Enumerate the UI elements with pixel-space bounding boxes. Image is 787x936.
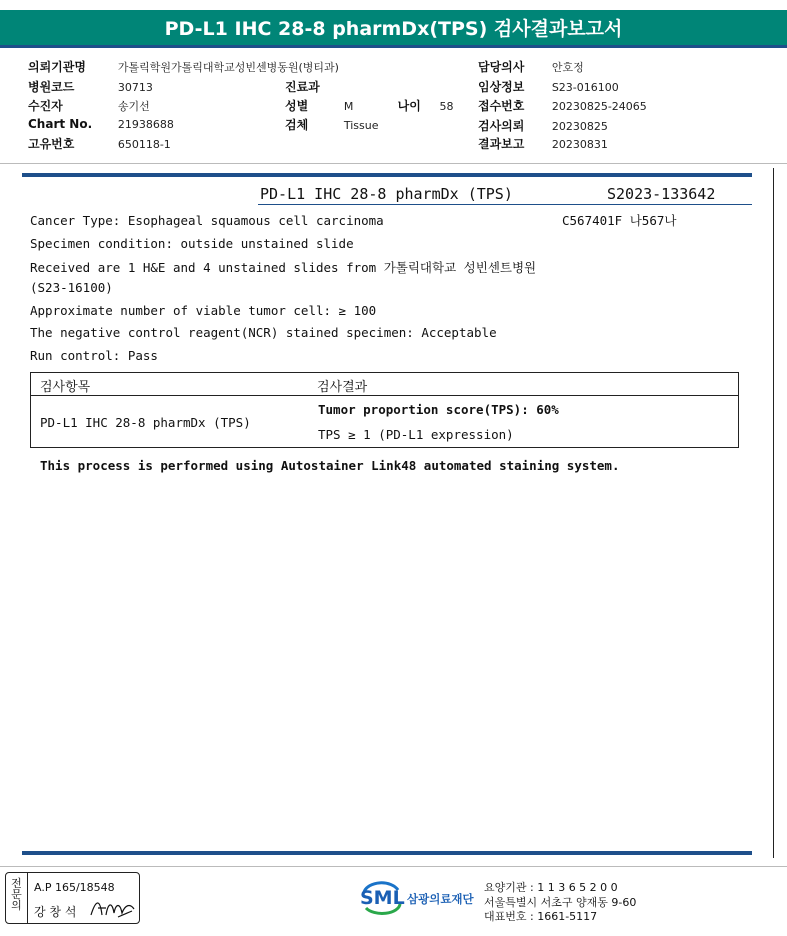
col-item-header: 검사항목 [40,380,91,395]
hospital-code-label: 병원코드 [28,80,75,94]
doctor-row [478,58,584,75]
top-blue-rule [22,173,752,177]
specimen-condition-line: Specimen condition: outside unstained slide [30,236,354,251]
clinical-label: 임상정보 [478,80,525,94]
care-code: 요양기관 : 1 1 3 6 5 2 0 0 [484,881,618,894]
chart-value: 21938688 [117,118,174,131]
negative-control-line: The negative control reagent(NCR) stained specimen: Acceptable [30,325,497,340]
recipient-label: 수진자 [28,99,63,113]
clinical-row [478,78,619,95]
heading-underline [258,204,752,205]
sex-row [285,97,453,114]
unique-value: 650118-1 [117,138,171,151]
institution-value: 가톨릭학원가톨릭대학교성빈센병동원(병티과) [117,61,339,74]
request-label: 검사의뢰 [478,119,525,133]
receipt-label: 접수번호 [478,99,525,113]
specimen-value: Tissue [343,119,379,132]
receipt-row [478,97,647,114]
tps-score: Tumor proportion score(TPS): 60% [318,402,559,417]
run-control-line: Run control: Pass [30,348,158,363]
phone: 대표번호 : 1661-5117 [484,910,598,923]
age-label: 나이 [397,99,421,113]
footer-divider [0,866,787,867]
report-date-label: 결과보고 [478,137,525,151]
header-divider [0,163,787,164]
case-ref-line: (S23-16100) [30,280,113,295]
viable-cell-line: Approximate number of viable tumor cell: ≥ 100 [30,303,377,318]
sml-full-name: 삼광의료재단 [407,892,474,906]
tps-interpretation: TPS ≥ 1 (PD-L1 expression) [318,427,514,442]
bottom-blue-rule [22,851,752,855]
institution-row [28,58,339,75]
signature-mark [88,895,138,921]
sub-code: C567401F 나567나 [562,213,677,228]
request-value: 20230825 [551,120,608,133]
report-number: S2023-133642 [607,185,716,203]
recipient-value: 송기선 [117,100,150,113]
hospital-code-value: 30713 [117,81,153,94]
doctor-value: 안호정 [551,61,584,74]
unique-row [28,135,171,152]
ap-number: A.P 165/18548 [34,881,115,894]
hospital-code-row [28,78,153,95]
report-date-row [478,135,608,152]
col-result-header: 검사결과 [317,380,368,395]
sex-value: M [343,100,354,113]
pathologist-stamp [5,872,140,924]
page-edge-rule [773,168,774,858]
result-table-header [31,373,738,396]
department-label: 진료과 [285,80,320,94]
test-name-heading: PD-L1 IHC 28-8 pharmDx (TPS) [260,185,513,203]
report-title: PD-L1 IHC 28-8 pharmDx(TPS) 검사결과보고서 [0,10,787,48]
cancer-type-line: Cancer Type: Esophageal squamous cell carcinoma [30,213,384,228]
unique-label: 고유번호 [28,137,75,151]
department-row [285,78,340,95]
chart-row [28,117,174,131]
sex-label: 성별 [285,99,309,113]
report-date-value: 20230831 [551,138,608,151]
chart-label: Chart No. [28,117,93,131]
request-row [478,117,608,134]
pathologist-name: 강 창 석 [34,905,77,919]
stamp-label: 전문의 [6,873,28,923]
process-note: This process is performed using Autostainer Link48 automated staining system. [40,458,620,473]
specimen-label: 검체 [285,118,309,132]
specimen-row [285,116,378,133]
result-item: PD-L1 IHC 28-8 pharmDx (TPS) [40,415,251,430]
institution-label: 의뢰기관명 [28,60,86,74]
result-table [30,372,739,448]
sml-short: SML [360,887,405,909]
address: 서울특별시 서초구 양재동 9-60 [484,896,637,909]
received-line: Received are 1 H&E and 4 unstained slides from 가톨릭대학교 성빈센트병원 [30,260,537,275]
receipt-value: 20230825-24065 [551,100,647,113]
clinical-value: S23-016100 [551,81,619,94]
recipient-row [28,97,150,114]
doctor-label: 담당의사 [478,60,525,74]
age-value: 58 [439,100,454,113]
